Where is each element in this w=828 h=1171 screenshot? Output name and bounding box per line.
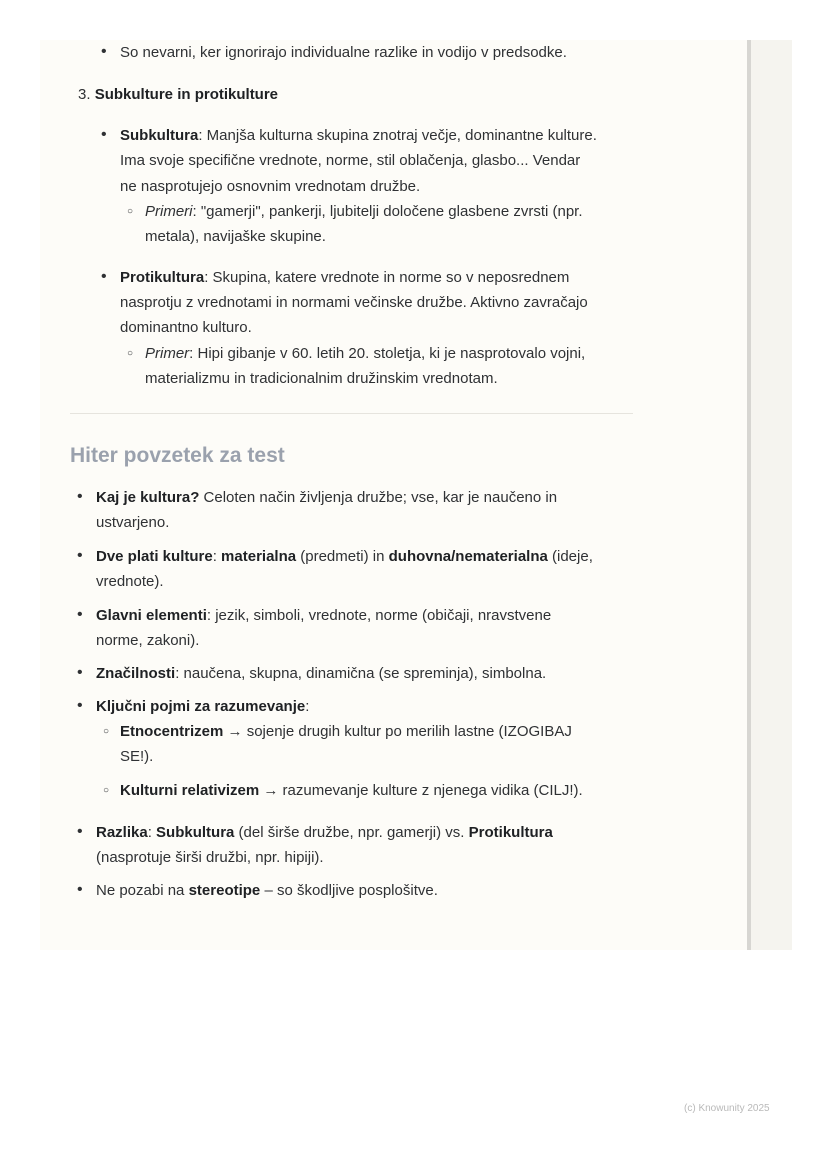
list-item: Razlika: Subkultura (del širše družbe, npr. gamerji) vs. Protikultura (96, 824, 553, 841)
list-item-text: Ima svoje specifične vrednote, norme, stil oblačenja, glasbo... Vendar (120, 152, 581, 169)
list-item-text: ne nasprotujejo osnovnim vrednotam družbe. (120, 178, 421, 195)
sub-list-item: Primer: Hipi gibanje v 60. letih 20. stoletja, ki je nasprotovalo vojni, (145, 345, 586, 362)
sub-list-item: Primeri: "gamerji", pankerji, ljubitelji določene glasbene zvrsti (npr. (145, 203, 583, 220)
bullet-icon: • (77, 664, 83, 681)
list-item: Dve plati kulture: materialna (predmeti) in duhovna/nematerialna (ideje, (96, 548, 593, 565)
list-item-text: dominantno kulturo. (120, 319, 252, 336)
bullet-icon: • (77, 823, 83, 840)
list-item-text: (nasprotuje širši družbi, npr. hipiji). (96, 849, 324, 866)
circle-bullet-icon: ○ (103, 726, 110, 737)
bullet-icon: • (77, 488, 83, 505)
list-item: Kaj je kultura? Celoten način življenja družbe; vse, kar je naučeno in (96, 489, 558, 506)
list-item: Ne pozabi na stereotipe – so škodljive posplošitve. (96, 882, 438, 899)
list-item-text: vrednote). (96, 573, 164, 590)
section-heading: 3. Subkulture in protikulture (78, 86, 279, 103)
scrollbar-thumb[interactable] (747, 40, 751, 950)
bullet-icon: • (77, 881, 83, 898)
list-item: Ključni pojmi za razumevanje: (96, 698, 310, 715)
bullet-icon: • (101, 268, 107, 285)
sub-list-item-text: SE!). (120, 748, 154, 765)
divider (70, 413, 633, 414)
list-item: Značilnosti: naučena, skupna, dinamična (se spreminja), simbolna. (96, 665, 547, 682)
sub-list-item: Kulturni relativizem → razumevanje kulture z njenega vidika (CILJ!). (120, 782, 583, 799)
scrollbar-track[interactable] (747, 40, 792, 950)
list-item-text: ustvarjeno. (96, 514, 170, 531)
list-item: Subkultura: Manjša kulturna skupina znotraj večje, dominantne kulture. (120, 127, 597, 144)
bullet-icon: • (101, 43, 107, 60)
list-item-text: nasprotju z vrednotami in normami večinske družbe. Aktivno zavračajo (120, 294, 588, 311)
sub-list-item: Etnocentrizem → sojenje drugih kultur po merilih lastne (IZOGIBAJ (120, 723, 572, 740)
circle-bullet-icon: ○ (127, 348, 134, 359)
bullet-icon: • (77, 697, 83, 714)
list-item: Glavni elementi: jezik, simboli, vrednote, norme (običaji, nravstvene (96, 607, 552, 624)
copyright-footer: (c) Knowunity 2025 (684, 1103, 770, 1114)
circle-bullet-icon: ○ (127, 206, 134, 217)
list-item: So nevarni, ker ignorirajo individualne razlike in vodijo v predsodke. (120, 44, 567, 61)
bullet-icon: • (77, 547, 83, 564)
circle-bullet-icon: ○ (103, 785, 110, 796)
list-item: Protikultura: Skupina, katere vrednote in norme so v neposrednem (120, 269, 570, 286)
bullet-icon: • (101, 126, 107, 143)
bullet-icon: • (77, 606, 83, 623)
sub-list-item-text: metala), navijaške skupine. (145, 228, 326, 245)
list-item-text: norme, zakoni). (96, 632, 200, 649)
summary-heading: Hiter povzetek za test (70, 444, 285, 467)
sub-list-item-text: materializmu in tradicionalnim družinskim vrednotam. (145, 370, 498, 387)
